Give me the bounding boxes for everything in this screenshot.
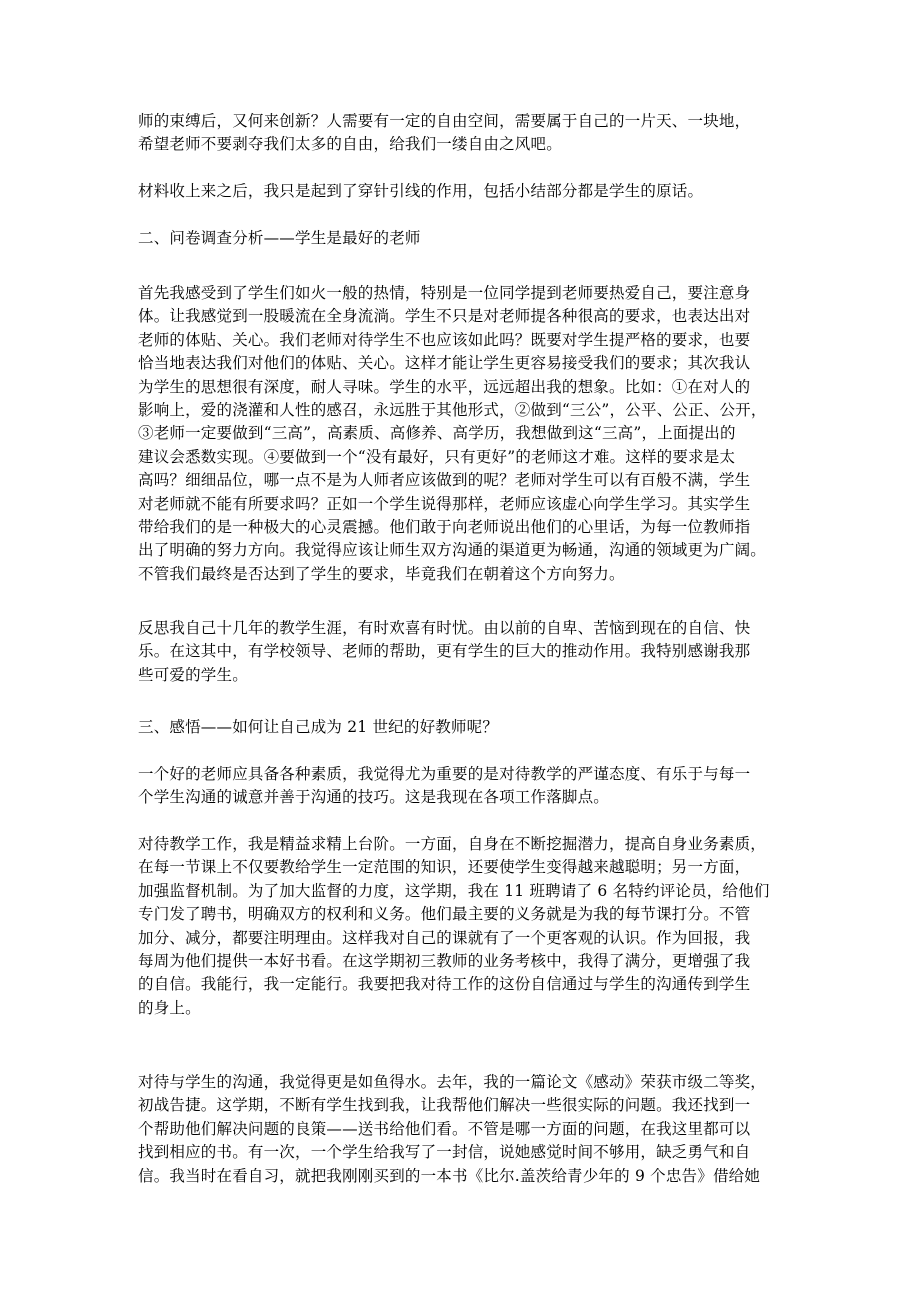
text-line: 初战告捷。这学期，不断有学生找到我，让我帮他们解决一些很实际的问题。我还找到一	[138, 1096, 751, 1115]
text-line: 对待教学工作，我是精益求精上台阶。一方面，自身在不断挖掘潜力，提高自身业务素质，	[138, 835, 767, 853]
paragraph-freedom-wish	[138, 110, 788, 157]
paragraph-teaching-reflection	[138, 617, 788, 687]
text-line: 恰当地表达我们对他们的体贴、关心。这样才能让学生更容易接受我们的要求；其次我认	[138, 354, 751, 373]
text-line: 首先我感受到了学生们如火一般的热情，特别是一位同学提到老师要热爱自己，要注意身	[138, 284, 751, 302]
text-line: 反思我自己十几年的教学生涯，有时欢喜有时忧。由以前的自卑、苦恼到现在的自信、快	[138, 619, 751, 637]
text-line: 加分、减分，都要注明理由。这样我对自己的课就有了一个更客观的认识。作为回报，我	[138, 928, 751, 947]
text-line: 影响上，爱的浇灌和人性的感召，永远胜于其他形式，②做到“三公”，公平、公正、公开，	[138, 401, 767, 420]
text-line: 体。让我感觉到一股暖流在全身流淌。学生不只是对老师提各种很高的要求，也表达出对	[138, 307, 751, 326]
text-line: 些可爱的学生。	[138, 665, 248, 684]
section-heading-insight	[138, 716, 788, 739]
text-line: 老师的体贴、关心。我们老师对待学生不也应该如此吗？既要对学生提严格的要求，也要	[138, 330, 751, 349]
text-line: 个学生沟通的诚意并善于沟通的技巧。这是我现在各项工作落脚点。	[138, 788, 610, 807]
text-line: 为学生的思想很有深度，耐人寻味。学生的水平，远远超出我的想象。比如：①在对人的	[138, 377, 751, 396]
text-line: 的自信。我能行，我一定能行。我要把我对待工作的这份自信通过与学生的沟通传到学生	[138, 975, 751, 994]
paragraph-teaching-work	[138, 833, 788, 1020]
text-line: ③老师一定要做到“三高”，高素质、高修养、高学历，我想做到这“三高”，上面提出的	[138, 424, 736, 443]
text-line: 希望老师不要剥夺我们太多的自由，给我们一缕自由之风吧。	[138, 135, 562, 154]
paragraph-student-communication	[138, 1071, 788, 1188]
text-line: 二、问卷调查分析——学生是最好的老师	[138, 229, 421, 247]
text-line: 乐。在这其中，有学校领导、老师的帮助，更有学生的巨大的推动作用。我特别感谢我那	[138, 642, 751, 661]
text-line: 对老师就不能有所要求吗？正如一个学生说得那样，老师应该虚心向学生学习。其实学生	[138, 494, 751, 513]
text-line: 个帮助他们解决问题的良策——送书给他们看。不管是哪一方面的问题，在我这里都可以	[138, 1119, 751, 1138]
text-line: 对待与学生的沟通，我觉得更是如鱼得水。去年，我的一篇论文《感动》荣获市级二等奖，	[138, 1073, 767, 1091]
text-line: 的身上。	[138, 998, 201, 1017]
text-line: 材料收上来之后，我只是起到了穿针引线的作用，包括小结部分都是学生的原话。	[138, 182, 704, 200]
text-line: 带给我们的是一种极大的心灵震撼。他们敢于向老师说出他们的心里话，为每一位教师指	[138, 518, 751, 537]
paragraph-student-enthusiasm	[138, 282, 788, 586]
paragraph-materials-note	[138, 180, 788, 203]
text-line: 高吗？细细品位，哪一点不是为人师者应该做到的呢？老师对学生可以有百般不满，学生	[138, 471, 751, 490]
text-line: 专门发了聘书，明确双方的权利和义务。他们最主要的义务就是为我的每节课打分。不管	[138, 905, 751, 924]
text-line: 出了明确的努力方向。我觉得应该让师生双方沟通的渠道更为畅通，沟通的领域更为广阔。	[138, 541, 767, 560]
section-heading-survey-analysis	[138, 227, 788, 250]
text-line: 在每一节课上不仅要教给学生一定范围的知识，还要使学生变得越来越聪明；另一方面，	[138, 858, 751, 877]
text-line: 师的束缚后，又何来创新？人需要有一定的自由空间，需要属于自己的一片天、一块地，	[138, 112, 751, 130]
text-line: 不管我们最终是否达到了学生的要求，毕竟我们在朝着这个方向努力。	[138, 564, 625, 583]
text-line: 三、感悟——如何让自己成为 21 世纪的好教师呢？	[138, 718, 499, 736]
text-line: 一个好的老师应具备各种素质，我觉得尤为重要的是对待教学的严谨态度、有乐于与每一	[138, 765, 751, 783]
text-line: 每周为他们提供一本好书看。在这学期初三教师的业务考核中，我得了满分，更增强了我	[138, 952, 751, 971]
paragraph-good-teacher-qualities	[138, 763, 788, 810]
text-line: 建议会悉数实现。④要做到一个“没有最好，只有更好”的老师这才难。这样的要求是太	[138, 447, 736, 466]
text-line: 信。我当时在看自习，就把我刚刚买到的一本书《比尔.盖茨给青少年的 9 个忠告》借给她	[138, 1166, 761, 1185]
text-line: 找到相应的书。有一次，一个学生给我写了一封信，说她感觉时间不够用，缺乏勇气和自	[138, 1143, 751, 1162]
text-line: 加强监督机制。为了加大监督的力度，这学期，我在 11 班聘请了 6 名特约评论员，给他们	[138, 881, 770, 900]
